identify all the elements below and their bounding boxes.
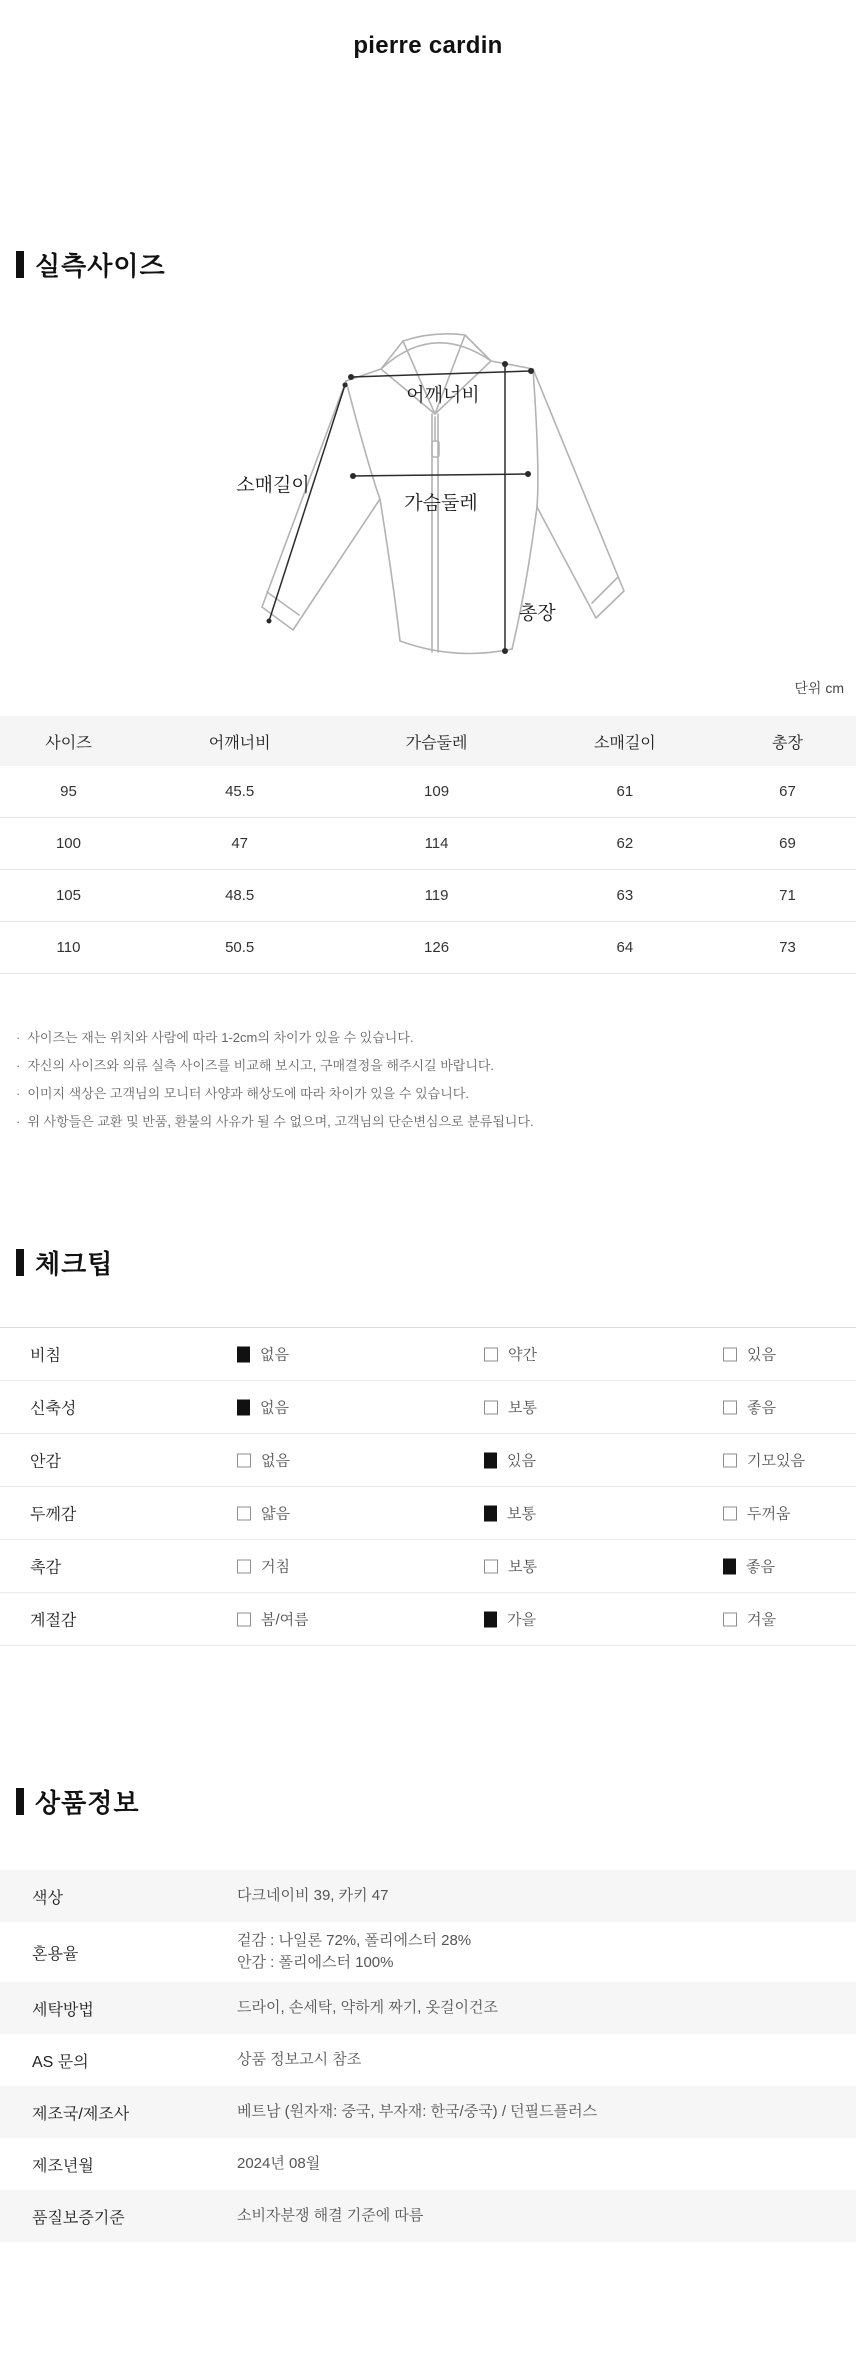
info-value-line: 소비자분쟁 해결 기준에 따름 (237, 2207, 424, 2224)
check-option-label: 봄/여름 (261, 1611, 309, 1629)
check-option (237, 1556, 290, 1577)
size-table-header-cell: 사이즈 (45, 734, 92, 752)
check-row (0, 1540, 856, 1593)
info-row-value (237, 2041, 381, 2079)
size-table-cell: 61 (616, 783, 634, 800)
size-table-cell: 45.5 (225, 783, 255, 800)
note-item (16, 1080, 856, 1108)
size-table-cell: 126 (424, 939, 450, 956)
checkbox-unchecked-icon (484, 1400, 498, 1414)
info-value-line: 베트남 (원자재: 중국, 부자재: 한국/중국) / 던필드플러스 (237, 2103, 598, 2120)
bullet-icon: · (16, 1058, 21, 1073)
section-title-check (16, 1244, 856, 1281)
check-row-label: 촉감 (30, 1559, 61, 1577)
size-diagram (203, 319, 653, 674)
checkbox-unchecked-icon (237, 1506, 251, 1520)
info-row-label: 혼용율 (32, 1945, 79, 1963)
info-value-line: 안감 : 폴리에스터 100% (237, 1954, 394, 1971)
size-table-cell: 100 (55, 835, 81, 852)
check-option-label: 거침 (261, 1558, 290, 1576)
check-option-label: 좋음 (747, 1399, 776, 1417)
jacket-diagram (203, 319, 653, 674)
check-row (0, 1434, 856, 1487)
info-row-value (237, 2145, 340, 2183)
checkbox-unchecked-icon (723, 1347, 737, 1361)
check-option (723, 1556, 775, 1577)
check-option-label: 두꺼움 (747, 1505, 791, 1523)
checkbox-checked-icon (484, 1505, 497, 1521)
checkbox-checked-icon (237, 1346, 250, 1362)
checkbox-checked-icon (237, 1399, 250, 1415)
diagram-label-chest: 가슴둘레 (404, 493, 478, 514)
size-table-cell: 47 (231, 835, 249, 852)
check-option (484, 1609, 536, 1630)
check-row (0, 1593, 856, 1646)
check-row-label: 계절감 (30, 1612, 77, 1630)
check-option (237, 1397, 289, 1418)
info-row (0, 2086, 856, 2138)
note-text: 사이즈는 재는 위치와 사람에 따라 1-2cm의 차이가 있을 수 있습니다. (27, 1030, 414, 1045)
check-row-label: 신축성 (30, 1400, 77, 1418)
size-notes (16, 1024, 856, 1136)
check-option (484, 1397, 537, 1418)
size-table-header-row (0, 716, 856, 766)
size-table-cell: 110 (56, 939, 81, 956)
bullet-icon: · (16, 1114, 21, 1129)
check-option (237, 1609, 309, 1630)
checkbox-checked-icon (484, 1611, 497, 1627)
check-option-label: 가을 (507, 1611, 536, 1629)
diagram-label-sleeve: 소매길이 (236, 475, 310, 496)
title-bar-icon (16, 251, 24, 278)
check-option (484, 1344, 537, 1365)
note-item (16, 1052, 856, 1080)
checkbox-unchecked-icon (723, 1400, 737, 1414)
check-option (723, 1609, 776, 1630)
title-bar-icon (16, 1788, 24, 1815)
info-value-line: 드라이, 손세탁, 약하게 짜기, 옷걸이건조 (237, 1999, 499, 2016)
info-row (0, 2034, 856, 2086)
note-item (16, 1108, 856, 1136)
info-table (0, 1870, 856, 2242)
checkbox-unchecked-icon (237, 1612, 251, 1626)
info-row (0, 1982, 856, 2034)
size-table-header-cell: 소매길이 (593, 734, 656, 752)
check-option (723, 1450, 805, 1471)
size-table-cell: 109 (424, 783, 450, 800)
title-bar-icon (16, 1249, 24, 1276)
check-option-label: 약간 (508, 1346, 537, 1364)
check-table (0, 1327, 856, 1646)
check-option (484, 1556, 537, 1577)
note-text: 자신의 사이즈와 의류 실측 사이즈를 비교해 보시고, 구매결정을 해주시길 바랍니다. (27, 1058, 495, 1073)
info-row-value (237, 1877, 408, 1915)
section-title-size-label: 실측사이즈 (35, 251, 166, 281)
info-row-label: 제조국/제조사 (32, 2105, 130, 2123)
size-table-header-cell: 총장 (772, 734, 803, 752)
size-table-row (0, 922, 856, 974)
check-option (723, 1397, 776, 1418)
check-option (484, 1503, 536, 1524)
check-row (0, 1381, 856, 1434)
size-table-cell: 114 (424, 835, 449, 852)
unit-label: 단위 cm (794, 680, 844, 696)
check-option (237, 1450, 290, 1471)
check-option (723, 1503, 790, 1524)
check-option-label: 없음 (260, 1399, 289, 1417)
info-row-label: 세탁방법 (32, 2001, 94, 2019)
info-row-label: 제조년월 (32, 2157, 94, 2175)
bullet-icon: · (16, 1086, 21, 1101)
diagram-label-length: 총장 (519, 603, 556, 624)
checkbox-unchecked-icon (723, 1506, 737, 1520)
info-row (0, 1922, 856, 1982)
check-option (723, 1344, 776, 1365)
checkbox-unchecked-icon (237, 1559, 251, 1573)
info-row-value (237, 2197, 443, 2235)
info-row (0, 2190, 856, 2242)
info-value-line: 겉감 : 나일론 72%, 폴리에스터 28% (237, 1932, 472, 1949)
size-table-cell: 64 (616, 939, 634, 956)
check-option (484, 1450, 536, 1471)
info-row-label: 품질보증기준 (32, 2209, 125, 2227)
size-table-cell: 62 (616, 835, 634, 852)
size-table-cell: 73 (779, 939, 796, 956)
size-table-cell: 69 (779, 835, 796, 852)
check-row-label: 비침 (30, 1347, 61, 1365)
section-title-check-label: 체크팁 (35, 1249, 114, 1279)
size-table-cell: 105 (55, 887, 81, 904)
info-row-value (237, 2093, 617, 2131)
checkbox-unchecked-icon (484, 1559, 498, 1573)
section-title-info (16, 1783, 856, 1820)
section-title-size (16, 246, 856, 283)
size-table-cell: 63 (616, 887, 634, 904)
size-table-header-cell: 가슴둘레 (405, 734, 468, 752)
size-table-cell: 119 (424, 887, 449, 904)
check-option-label: 있음 (747, 1346, 776, 1364)
info-row-label: AS 문의 (32, 2053, 89, 2071)
info-row-value (237, 1922, 491, 1982)
size-table (0, 716, 856, 974)
checkbox-unchecked-icon (484, 1347, 498, 1361)
brand-logo: pierre cardin (353, 32, 503, 59)
checkbox-checked-icon (484, 1452, 497, 1468)
info-row-value (237, 1989, 518, 2027)
diagram-label-shoulder: 어깨너비 (406, 385, 480, 406)
size-table-cell: 48.5 (225, 887, 255, 904)
check-option-label: 좋음 (746, 1558, 775, 1576)
info-value-line: 다크네이비 39, 카키 47 (237, 1887, 389, 1904)
size-table-header-cell: 어깨너비 (208, 734, 271, 752)
size-table-cell: 67 (779, 783, 796, 800)
size-table-row (0, 870, 856, 922)
check-row-label: 두께감 (30, 1506, 77, 1524)
size-table-cell: 71 (779, 887, 796, 904)
note-item (16, 1024, 856, 1052)
check-option-label: 기모있음 (747, 1452, 805, 1470)
size-table-cell: 50.5 (225, 939, 255, 956)
check-option-label: 얇음 (261, 1505, 290, 1523)
info-value-line: 상품 정보고시 참조 (237, 2051, 362, 2068)
checkbox-unchecked-icon (723, 1612, 737, 1626)
size-table-row (0, 818, 856, 870)
info-row (0, 2138, 856, 2190)
check-option-label: 있음 (507, 1452, 536, 1470)
check-option-label: 보통 (508, 1399, 537, 1417)
check-option-label: 겨울 (747, 1611, 776, 1629)
note-text: 이미지 색상은 고객님의 모니터 사양과 해상도에 따라 차이가 있을 수 있습니다. (27, 1086, 469, 1101)
note-text: 위 사항들은 교환 및 반품, 환불의 사유가 될 수 없으며, 고객님의 단순변심으로 분류됩니다. (27, 1114, 534, 1129)
check-option-label: 보통 (507, 1505, 536, 1523)
check-option-label: 없음 (260, 1346, 289, 1364)
info-row-label: 색상 (32, 1889, 63, 1907)
check-row-label: 안감 (30, 1453, 61, 1471)
check-option-label: 보통 (508, 1558, 537, 1576)
info-row (0, 1870, 856, 1922)
check-row (0, 1487, 856, 1540)
checkbox-unchecked-icon (723, 1453, 737, 1467)
section-title-info-label: 상품정보 (35, 1788, 140, 1818)
check-option (237, 1503, 290, 1524)
checkbox-unchecked-icon (237, 1453, 251, 1467)
bullet-icon: · (16, 1030, 21, 1045)
check-option (237, 1344, 289, 1365)
checkbox-checked-icon (723, 1558, 736, 1574)
check-row (0, 1328, 856, 1381)
size-table-cell: 95 (60, 783, 77, 800)
info-value-line: 2024년 08월 (237, 2155, 321, 2172)
size-table-row (0, 766, 856, 818)
check-option-label: 없음 (261, 1452, 290, 1470)
